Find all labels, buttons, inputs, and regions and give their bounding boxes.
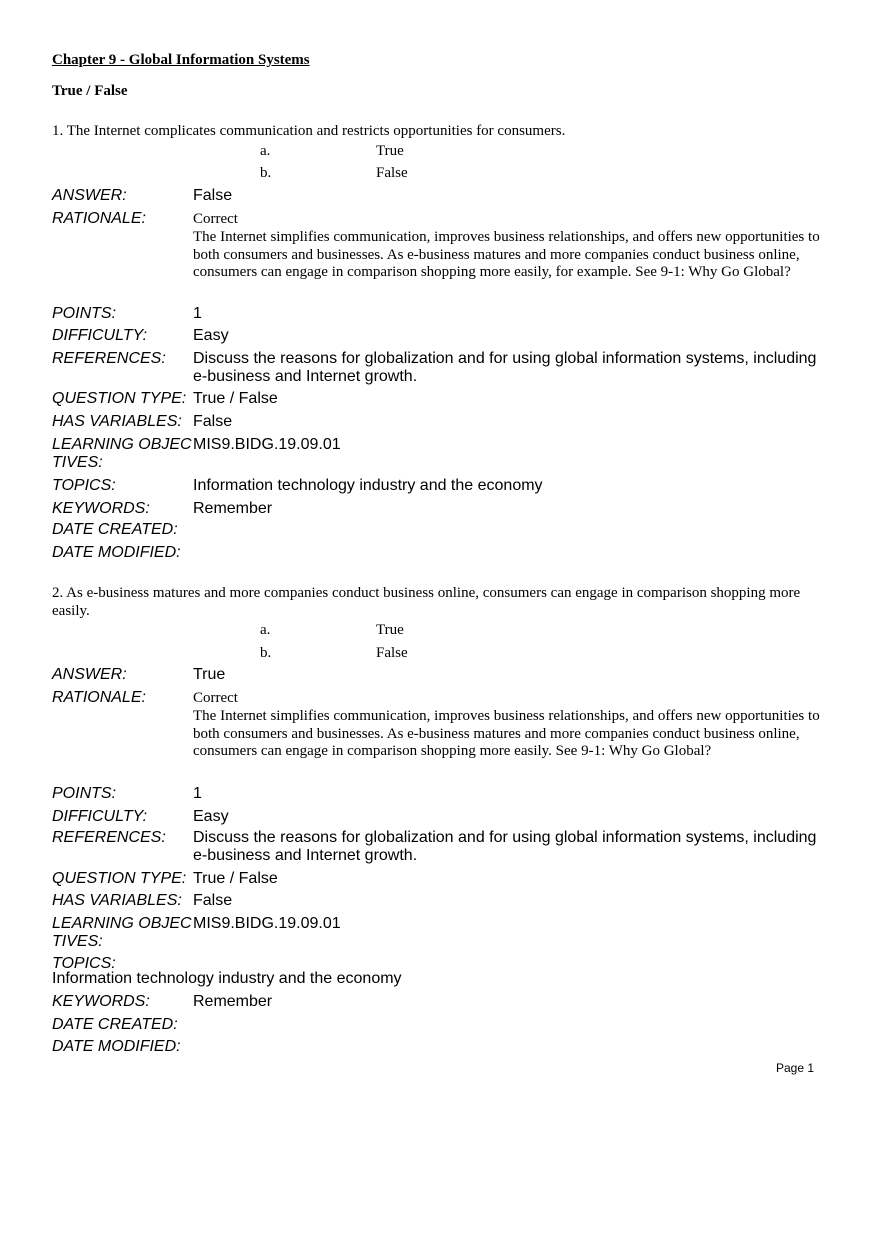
points-value: 1: [193, 305, 202, 322]
points-value: 1: [193, 785, 202, 802]
option-text: False: [376, 165, 408, 181]
learning-objectives-label-cont: TIVES:: [52, 933, 103, 950]
answer-value: False: [193, 187, 233, 204]
option-letter: b.: [260, 165, 272, 181]
keywords-label: KEYWORDS:: [52, 500, 150, 517]
has-variables-value: False: [193, 892, 233, 909]
rationale-title: Correct: [193, 690, 238, 706]
question-type-value: True / False: [193, 390, 278, 407]
has-variables-value: False: [193, 413, 233, 430]
difficulty-label: DIFFICULTY:: [52, 808, 148, 825]
section-title: True / False: [52, 83, 128, 99]
option-letter: b.: [260, 645, 272, 661]
rationale-body: The Internet simplifies communication, improves business relationships, and offers new opportunities to both consumers and businesses. As e-business matures and more companies conduct business online, consumers can engage in comparison shopping more easily, for example. See 9-1: Why Go Global?: [193, 229, 820, 280]
points-label: POINTS:: [52, 785, 117, 802]
keywords-value: Remember: [193, 993, 273, 1010]
answer-value: True: [193, 666, 226, 683]
learning-objectives-value: MIS9.BIDG.19.09.01: [193, 436, 341, 453]
learning-objectives-label: LEARNING OBJEC: [52, 436, 192, 453]
topics-value: Information technology industry and the economy: [52, 970, 402, 987]
learning-objectives-label-cont: TIVES:: [52, 454, 103, 471]
option-text: False: [376, 645, 408, 661]
topics-label: TOPICS:: [52, 477, 116, 494]
rationale-label: RATIONALE:: [52, 689, 146, 706]
learning-objectives-value: MIS9.BIDG.19.09.01: [193, 915, 341, 932]
topics-label: TOPICS:: [52, 955, 116, 972]
references-value: Discuss the reasons for globalization and for using global information systems, including e-business and Internet growth.: [193, 829, 817, 864]
references-label: REFERENCES:: [52, 350, 166, 367]
option-text: True: [376, 143, 404, 159]
question-type-value: True / False: [193, 870, 278, 887]
option-letter: a.: [260, 622, 271, 638]
question-text: 2. As e-business matures and more companies conduct business online, consumers can engage in comparison shopping more easily.: [52, 585, 801, 619]
keywords-label: KEYWORDS:: [52, 993, 150, 1010]
learning-objectives-label: LEARNING OBJEC: [52, 915, 192, 932]
keywords-value: Remember: [193, 500, 273, 517]
difficulty-value: Easy: [193, 808, 229, 825]
references-value: Discuss the reasons for globalization and for using global information systems, including e-business and Internet growth.: [193, 350, 817, 385]
references-label: REFERENCES:: [52, 829, 166, 846]
chapter-title: Chapter 9 - Global Information Systems: [52, 52, 310, 68]
option-letter: a.: [260, 143, 271, 159]
date-modified-label: DATE MODIFIED:: [52, 544, 181, 561]
question-type-label: QUESTION TYPE:: [52, 390, 187, 407]
difficulty-value: Easy: [193, 327, 229, 344]
has-variables-label: HAS VARIABLES:: [52, 413, 182, 430]
page-number: Page 1: [776, 1061, 815, 1075]
has-variables-label: HAS VARIABLES:: [52, 892, 182, 909]
rationale-label: RATIONALE:: [52, 210, 146, 227]
difficulty-label: DIFFICULTY:: [52, 327, 148, 344]
rationale-body: The Internet simplifies communication, improves business relationships, and offers new opportunities to both consumers and businesses. As e-business matures and more companies conduct business online, consumers can engage in comparison shopping more easily. See 9-1: Why Go Global?: [193, 708, 820, 759]
date-created-label: DATE CREATED:: [52, 521, 178, 538]
question-type-label: QUESTION TYPE:: [52, 870, 187, 887]
rationale-title: Correct: [193, 211, 238, 227]
date-modified-label: DATE MODIFIED:: [52, 1038, 181, 1055]
answer-label: ANSWER:: [52, 666, 127, 683]
date-created-label: DATE CREATED:: [52, 1016, 178, 1033]
answer-label: ANSWER:: [52, 187, 127, 204]
points-label: POINTS:: [52, 305, 117, 322]
topics-value: Information technology industry and the economy: [193, 477, 543, 494]
question-text: 1. The Internet complicates communication and restricts opportunities for consumers.: [52, 123, 566, 139]
option-text: True: [376, 622, 404, 638]
